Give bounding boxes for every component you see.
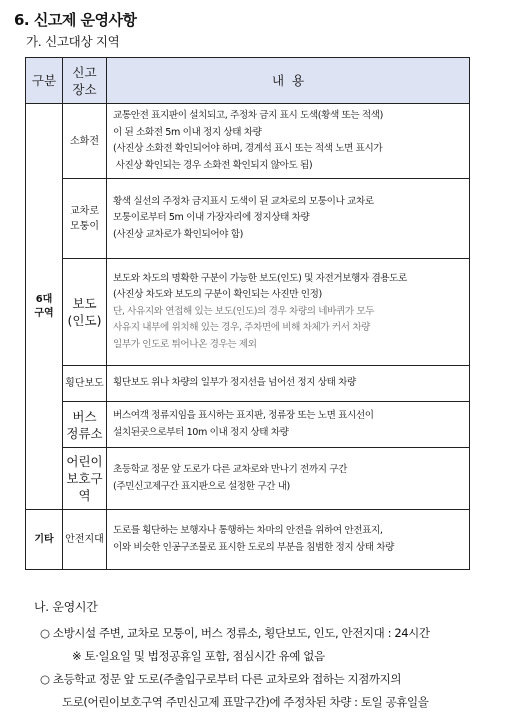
bullet-24h: ○ 소방시설 주변, 교차로 모퉁이, 버스 정류소, 횡단보도, 인도, 안전지대 : 24시간	[40, 626, 430, 640]
bullet-school-zone-line1: ○ 초등학교 정문 앞 도로(주출입구로부터 다른 교차로와 접하는 지점까지의	[40, 672, 402, 686]
row-desc-sidewalk: 보도와 차도의 명확한 구분이 가능한 보도(인도) 및 자전거보행자 겸용도로 (사진상 차도와 보도의 구분이 확인되는 사진만 인정) 단, 사유지와 연접해 있는 보도(인도)의 경우 차량의 네바퀴가 모두 사유지 내부에 위치해 있는 경우, 주차면에 비해 차체가 커서 차량 일부가 인도로 튀어나온 경우는 제외	[107, 259, 470, 366]
row-name-hydrant: 소화전	[63, 104, 107, 179]
row-desc-hydrant: 교통안전 표지판이 설치되고, 주정차 금지 표시 도색(황색 또는 적색) 이 된 소화전 5m 이내 정지 상태 차량 (사진상 소화전 확인되어야 하며, 경계석 표시 또는 적색 노면 표시가 사진상 확인되는 경우 소화전 확인되지 않아도 됨)	[107, 104, 470, 179]
header-gubun: 구분	[26, 58, 63, 104]
table-row	[26, 259, 470, 366]
report-areas-table	[25, 57, 470, 570]
row-desc-bus-stop: 버스여객 정류지임을 표시하는 표지판, 정류장 또는 노면 표시선이 설치된곳으로부터 10m 이내 정지 상태 차량	[107, 402, 470, 448]
table-row	[26, 510, 470, 570]
subsection-target-areas: 가. 신고대상 지역	[26, 34, 120, 49]
row-name-intersection: 교차로 모퉁이	[63, 179, 107, 259]
row-name-school-zone: 어린이 보호구역	[63, 448, 107, 510]
table-row	[26, 402, 470, 448]
row-name-crosswalk: 횡단보도	[63, 366, 107, 402]
row-desc-safety-zone: 도로를 횡단하는 보행자나 통행하는 차마의 안전을 위하여 안전표지, 이와 비슷한 인공구조물로 표시한 도로의 부분을 침범한 정지 상태 차량	[107, 510, 470, 570]
row-name-sidewalk: 보도 (인도)	[63, 259, 107, 366]
row-name-bus-stop: 버스 정류소	[63, 402, 107, 448]
row-name-safety-zone: 안전지대	[63, 510, 107, 570]
section-title: 6. 신고제 운영사항	[14, 11, 137, 29]
row-desc-school-zone: 초등학교 정문 앞 도로가 다른 교차로와 만나기 전까지 구간 (주민신고제구간 표지판으로 설정한 구간 내)	[107, 448, 470, 510]
table-row	[26, 104, 470, 179]
table-header-row	[26, 58, 470, 104]
table-row	[26, 179, 470, 259]
row-desc-intersection: 황색 실선의 주정차 금지표시 도색이 된 교차로의 모퉁이나 교차로 모퉁이로부터 5m 이내 가장자리에 정지상태 차량 (사진상 교차로가 확인되어야 함)	[107, 179, 470, 259]
subsection-operating-hours: 나. 운영시간	[34, 600, 98, 614]
header-content: 내 용	[107, 58, 470, 104]
group-other-label: 기타	[26, 510, 63, 570]
table-row	[26, 448, 470, 510]
bullet-24h-note: ※ 토·일요일 및 법정공휴일 포함, 점심시간 유예 없음	[72, 649, 325, 663]
group-main-label: 6대 구역	[26, 104, 63, 510]
bullet-school-zone-line2: 도로(어린이보호구역 주민신고제 표말구간)에 주정차된 차량 : 토일 공휴일을	[62, 695, 429, 709]
header-area: 신고 장소	[63, 58, 107, 104]
row-desc-crosswalk: 횡단보도 위나 차량의 일부가 정지선을 넘어선 정지 상태 차량	[107, 366, 470, 402]
table-row	[26, 366, 470, 402]
